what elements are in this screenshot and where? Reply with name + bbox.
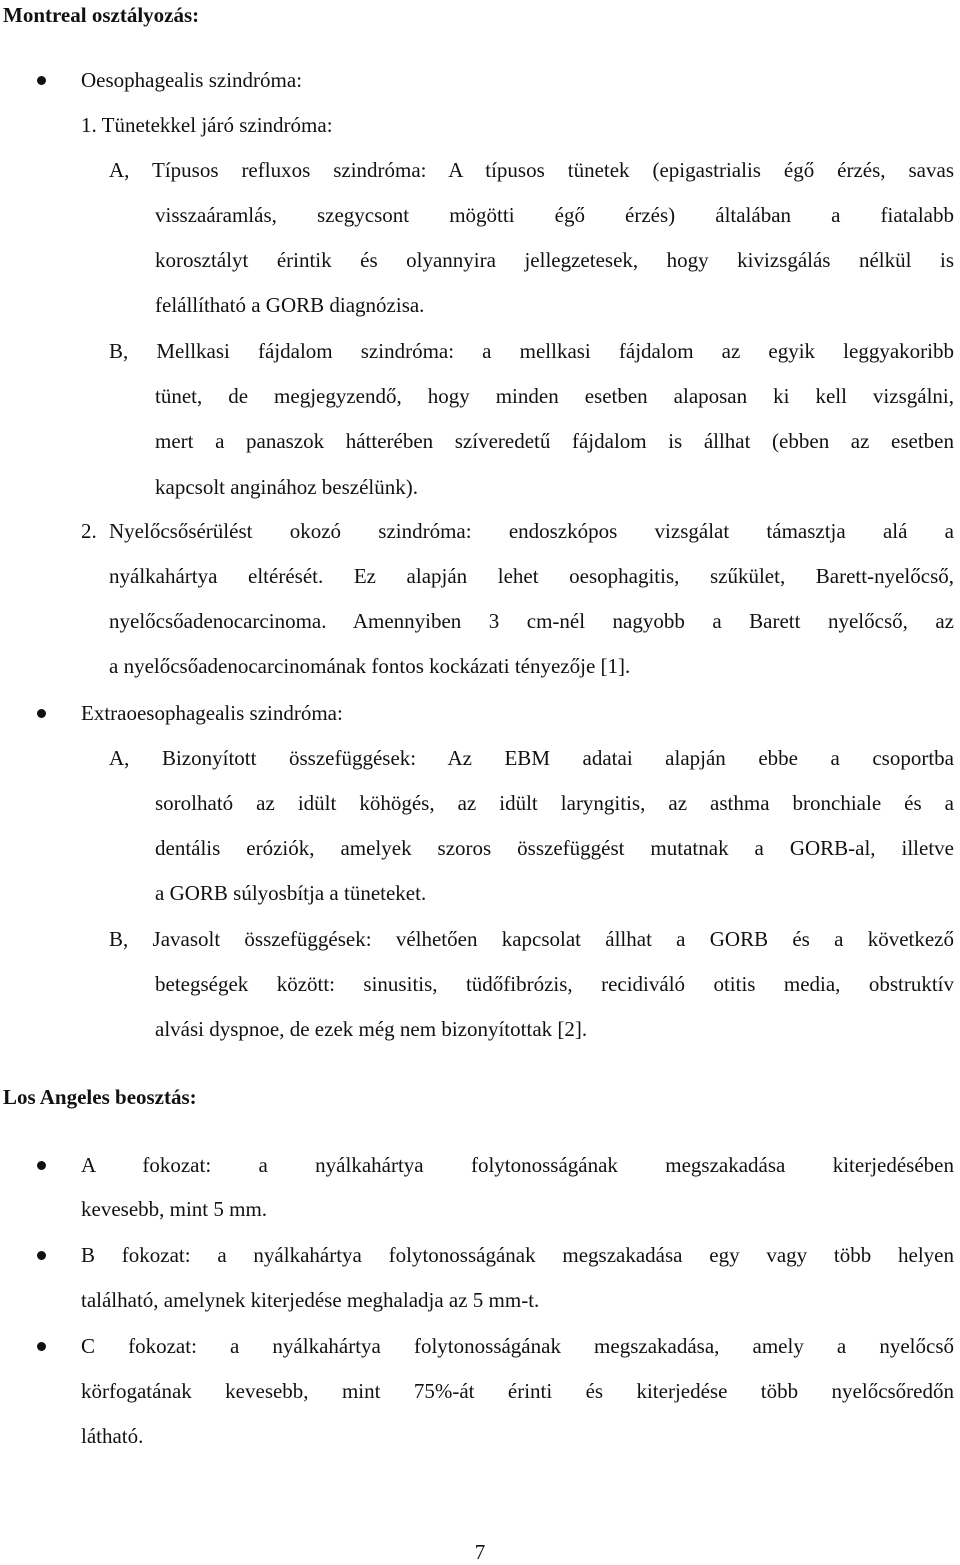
extra-a-line-4: a GORB súlyosbítja a tüneteket. xyxy=(155,881,427,905)
extra-b-line-3: alvási dyspnoe, de ezek még nem bizonyítottak [2]. xyxy=(155,1017,588,1041)
item1-a-line-3: korosztályt érintik és olyannyira jellegzetesek, hogy kivizsgálás nélkül is xyxy=(155,248,954,272)
extra-a-line-3: dentális eróziók, amelyek szoros összefüggést mutatnak a GORB-al, illetve xyxy=(155,836,954,860)
item1-a-line-4: felállítható a GORB diagnózisa. xyxy=(155,293,425,317)
bullet-dot xyxy=(37,76,46,85)
section-heading-montreal: Montreal osztályozás: xyxy=(3,3,200,27)
item1-b-line-1: B, Mellkasi fájdalom szindróma: a mellkasi fájdalom az egyik leggyakoribb xyxy=(109,339,954,363)
extra-a-line-1: A, Bizonyított összefüggések: Az EBM adatai alapján ebbe a csoportba xyxy=(109,746,954,770)
la-b-line-1: B fokozat: a nyálkahártya folytonosságának megszakadása egy vagy több helyen xyxy=(81,1243,954,1267)
la-c-line-2: körfogatának kevesebb, mint 75%-át érinti és kiterjedése több nyelőcsőredőn xyxy=(81,1379,954,1403)
page-number: 7 xyxy=(474,1540,486,1564)
item1-a-line-2: visszaáramlás, szegycsont mögötti égő érzés) általában a fiatalabb xyxy=(155,203,954,227)
item2-line-1: Nyelőcsősérülést okozó szindróma: endoszkópos vizsgálat támasztja alá a xyxy=(109,519,954,543)
item1-b-line-4: kapcsolt anginához beszélünk). xyxy=(155,475,418,499)
item1-b-line-3: mert a panaszok hátterében szíveredetű fájdalom is állhat (ebben az esetben xyxy=(155,429,954,453)
la-a-line-1: A fokozat: a nyálkahártya folytonosságának megszakadása kiterjedésében xyxy=(81,1153,954,1177)
item2-line-4: a nyelőcsőadenocarcinomának fontos kockázati tényezője [1]. xyxy=(109,654,631,678)
section-heading-los-angeles: Los Angeles beosztás: xyxy=(3,1085,197,1109)
extra-a-line-2: sorolható az idült köhögés, az idült laryngitis, az asthma bronchiale és a xyxy=(155,791,954,815)
item1-b-line-2: tünet, de megjegyzendő, hogy minden esetben alaposan ki kell vizsgálni, xyxy=(155,384,954,408)
extra-title: Extraoesophagealis szindróma: xyxy=(81,701,343,725)
bullet-dot xyxy=(37,709,46,718)
la-c-line-1: C fokozat: a nyálkahártya folytonosságának megszakadása, amely a nyelőcső xyxy=(81,1334,954,1358)
item1-label: 1. Tünetekkel járó szindróma: xyxy=(81,113,333,137)
item2-number: 2. xyxy=(81,519,97,543)
item2-line-3: nyelőcsőadenocarcinoma. Amennyiben 3 cm-nél nagyobb a Barett nyelőcső, az xyxy=(109,609,954,633)
extra-b-line-2: betegségek között: sinusitis, tüdőfibrózis, recidiváló otitis media, obstruktív xyxy=(155,972,954,996)
la-c-line-3: látható. xyxy=(81,1424,144,1448)
bullet-dot xyxy=(37,1342,46,1351)
bullet-dot xyxy=(37,1161,46,1170)
la-a-line-2: kevesebb, mint 5 mm. xyxy=(81,1197,268,1221)
item2-line-2: nyálkahártya eltérését. Ez alapján lehet oesophagitis, szűkület, Barett-nyelőcső, xyxy=(109,564,954,588)
extra-b-line-1: B, Javasolt összefüggések: vélhetően kapcsolat állhat a GORB és a következő xyxy=(109,927,954,951)
bullet-dot xyxy=(37,1251,46,1260)
oesophageal-title: Oesophagealis szindróma: xyxy=(81,68,303,92)
la-b-line-2: található, amelynek kiterjedése meghaladja az 5 mm-t. xyxy=(81,1288,540,1312)
item1-a-line-1: A, Típusos refluxos szindróma: A típusos tünetek (epigastrialis égő érzés, savas xyxy=(109,158,954,182)
